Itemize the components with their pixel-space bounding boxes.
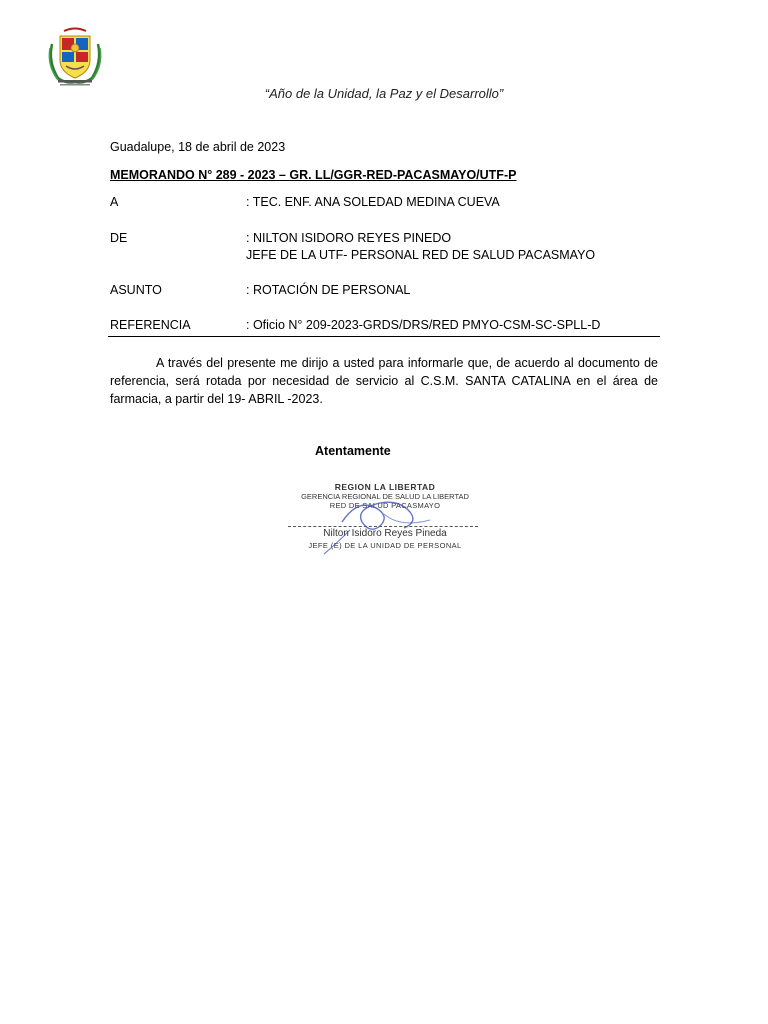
stamp-gerencia: GERENCIA REGIONAL DE SALUD LA LIBERTAD	[301, 492, 469, 501]
field-value-de-position: JEFE DE LA UTF- PERSONAL RED DE SALUD PACASMAYO	[246, 248, 596, 262]
memo-body: A través del presente me dirijo a usted para informarle que, de acuerdo al documento de referencia, será rotada por necesidad de servicio al C.S.M. SANTA CATALINA en el área de farmacia, a partir del 19- ABRIL -2023.	[110, 356, 658, 406]
field-label-de: DE	[110, 231, 128, 245]
coat-of-arms-graphic	[46, 22, 104, 88]
field-value-asunto: : ROTACIÓN DE PERSONAL	[246, 283, 411, 297]
field-label-referencia: REFERENCIA	[110, 318, 191, 332]
document-motto: “Año de la Unidad, la Paz y el Desarrollo”	[264, 86, 504, 101]
stamp-red: RED DE SALUD PACASMAYO	[329, 501, 441, 510]
field-value-a: : TEC. ENF. ANA SOLEDAD MEDINA CUEVA	[246, 195, 500, 209]
signature-stamp	[280, 478, 490, 562]
field-value-referencia: : Oficio N° 209-2023-GRDS/DRS/RED PMYO-CSM-SC-SPLL-D	[246, 318, 601, 332]
stamp-signer-name: Nilton Isidoro Reyes Pineda	[323, 528, 447, 539]
memo-title: MEMORANDO N° 289 - 2023 – GR. LL/GGR-RED-PACASMAYO/UTF-P	[110, 168, 517, 182]
date-line: Guadalupe, 18 de abril de 2023	[110, 140, 286, 154]
coat-of-arms-icon	[46, 22, 104, 88]
field-label-a: A	[110, 195, 119, 209]
header-divider	[108, 336, 660, 337]
field-label-asunto: ASUNTO	[110, 283, 162, 297]
field-value-de-name: : NILTON ISIDORO REYES PINEDO	[246, 231, 452, 245]
stamp-signer-position: JEFE (E) DE LA UNIDAD DE PERSONAL	[308, 541, 462, 550]
handwritten-signature-icon	[280, 478, 490, 562]
closing: Atentamente	[315, 444, 391, 458]
stamp-region: REGION LA LIBERTAD	[334, 482, 436, 492]
